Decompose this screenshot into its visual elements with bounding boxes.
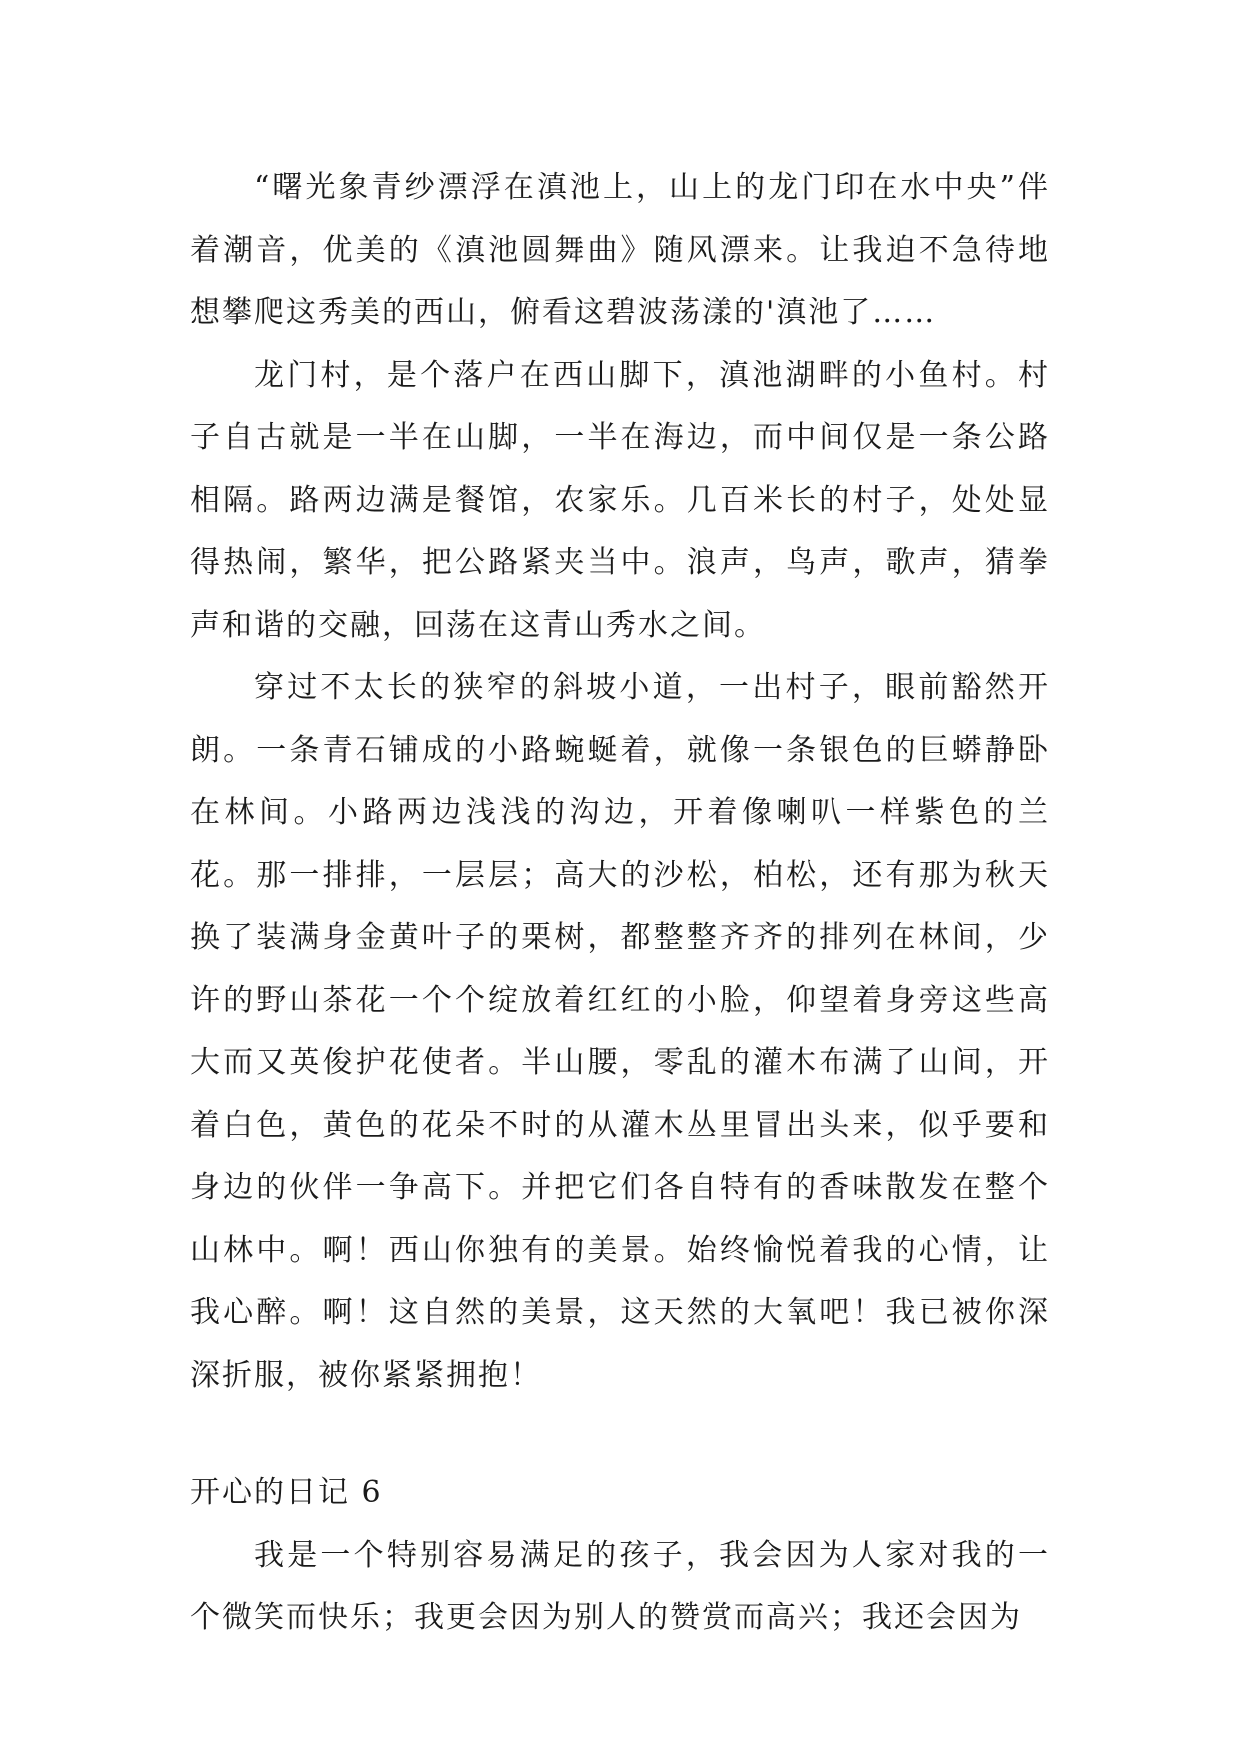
section-spacer [190,1407,1050,1462]
body-paragraph-3: 穿过不太长的狭窄的斜坡小道，一出村子，眼前豁然开朗。一条青石铺成的小路蜿蜒着，就像一条银色的巨蟒静卧在林间。小路两边浅浅的沟边，开着像喇叭一样紫色的兰花。那一排排，一层层；高大的沙松，柏松，还有那为秋天换了装满身金黄叶子的栗树，都整整齐齐的排列在林间，少许的野山茶花一个个绽放着红红的小脸，仰望着身旁这些高大而又英俊护花使者。半山腰，零乱的灌木布满了山间，开着白色，黄色的花朵不时的从灌木丛里冒出头来，似乎要和身边的伙伴一争高下。并把它们各自特有的香味散发在整个山林中。啊！西山你独有的美景。始终愉悦着我的心情，让我心醉。啊！这自然的美景，这天然的大氧吧！我已被你深深折服，被你紧紧拥抱！ [190,670,1050,1393]
section-title: 开心的日记 6 [190,1475,383,1510]
body-paragraph-1: “曙光象青纱漂浮在滇池上，山上的龙门印在水中央”伴着潮音，优美的《滇池圆舞曲》随风漂来。让我迫不急待地想攀爬这秀美的西山，俯看这碧波荡漾的'滇池了…… [190,170,1050,330]
section-paragraph-1: 我是一个特别容易满足的孩子，我会因为人家对我的一个微笑而快乐；我更会因为别人的赞赏而高兴；我还会因为 [190,1537,1050,1635]
document-page [190,157,1050,1650]
body-paragraph-2: 龙门村，是个落户在西山脚下，滇池湖畔的小鱼村。村子自古就是一半在山脚，一半在海边，而中间仅是一条公路相隔。路两边满是餐馆，农家乐。几百米长的村子，处处显得热闹，繁华，把公路紧夹当中。浪声，鸟声，歌声，猜拳声和谐的交融，回荡在这青山秀水之间。 [190,357,1050,643]
